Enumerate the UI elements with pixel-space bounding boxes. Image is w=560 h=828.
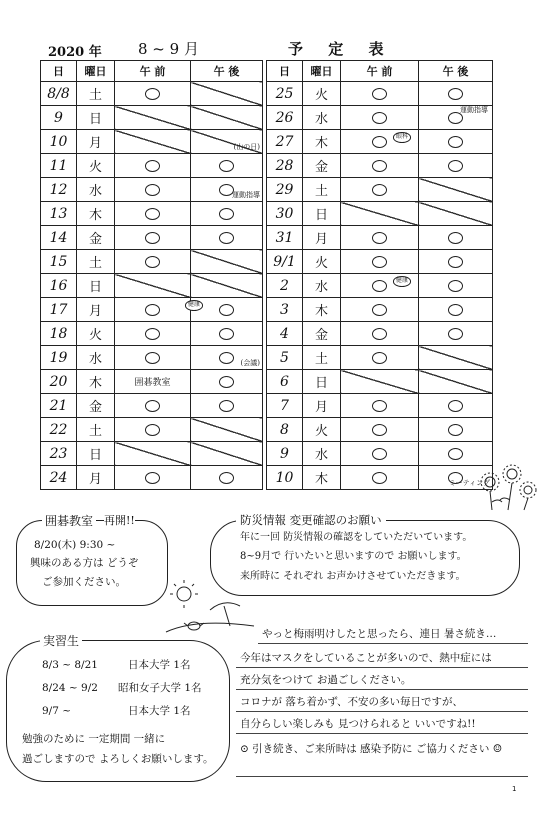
pm-cell: [419, 370, 493, 394]
table-row: [267, 394, 493, 418]
available-circle-icon: [372, 112, 387, 124]
weekday-cell: 日: [303, 370, 341, 394]
available-circle-icon: [372, 184, 387, 196]
table-header-row: [41, 61, 263, 82]
available-circle-icon: [219, 472, 234, 484]
am-cell: [341, 202, 419, 226]
available-circle-icon: [145, 160, 160, 172]
weekday-cell: 木: [303, 466, 341, 490]
table-row: [41, 298, 263, 322]
am-cell: [341, 418, 419, 442]
pm-cell: [191, 274, 263, 298]
table-row: [267, 178, 493, 202]
available-circle-icon: [145, 232, 160, 244]
pm-stamp: 健康: [185, 300, 203, 311]
table-row: [41, 394, 263, 418]
go-class-line: ご参加ください。: [42, 576, 126, 588]
message-line: コロナが 落ち着かず、不安の多い毎日ですが、: [240, 696, 463, 708]
am-cell: [341, 466, 419, 490]
header-weekday: 曜日: [77, 61, 115, 82]
weekday-cell: 火: [303, 250, 341, 274]
message-line: 今年はマスクをしていることが多いので、熱中症には: [240, 652, 492, 664]
available-circle-icon: [372, 424, 387, 436]
available-circle-icon: [145, 472, 160, 484]
pm-cell: [191, 82, 263, 106]
date-cell: 30: [267, 202, 303, 226]
weekday-cell: 金: [77, 226, 115, 250]
disaster-title: 防災情報 変更確認のお願い: [236, 512, 386, 528]
pm-note: 運動指導: [460, 106, 488, 114]
am-cell: [115, 154, 191, 178]
pm-note: (山の日): [233, 143, 260, 151]
pm-cell: [191, 322, 263, 346]
table-row: [267, 298, 493, 322]
date-cell: 8/8: [41, 82, 77, 106]
date-cell: 7: [267, 394, 303, 418]
pm-cell: [191, 346, 263, 370]
date-cell: 12: [41, 178, 77, 202]
date-cell: 2: [267, 274, 303, 298]
weekday-cell: 土: [77, 82, 115, 106]
date-cell: 19: [41, 346, 77, 370]
am-cell: [115, 250, 191, 274]
header: [40, 38, 520, 60]
pm-cell: [191, 466, 263, 490]
date-cell: 10: [41, 130, 77, 154]
pm-cell: [419, 250, 493, 274]
am-cell: [341, 82, 419, 106]
weekday-cell: 水: [77, 178, 115, 202]
am-stamp: 眼科: [393, 132, 411, 143]
table-row: [267, 322, 493, 346]
table-row: [41, 226, 263, 250]
table-row: [267, 82, 493, 106]
am-cell: [115, 178, 191, 202]
available-circle-icon: [372, 88, 387, 100]
available-circle-icon: [372, 232, 387, 244]
available-circle-icon: [372, 352, 387, 364]
date-cell: 9: [41, 106, 77, 130]
message-line: 自分らしい楽しみも 見つけられると いいですね!!: [240, 718, 476, 730]
date-cell: 15: [41, 250, 77, 274]
pm-note: (会議): [240, 359, 260, 367]
header-weekday: 曜日: [303, 61, 341, 82]
am-cell: [341, 250, 419, 274]
date-cell: 23: [41, 442, 77, 466]
table-row: [267, 442, 493, 466]
weekday-cell: 土: [77, 418, 115, 442]
pm-cell: [191, 442, 263, 466]
date-cell: 13: [41, 202, 77, 226]
table-row: [267, 154, 493, 178]
page-number: 1: [512, 785, 517, 793]
ruled-line: [236, 776, 528, 777]
am-cell: [341, 442, 419, 466]
available-circle-icon: [448, 424, 463, 436]
available-circle-icon: [219, 160, 234, 172]
pm-cell: [191, 394, 263, 418]
available-circle-icon: [219, 208, 234, 220]
table-row: [267, 370, 493, 394]
am-cell: [341, 226, 419, 250]
ruled-line: [236, 711, 528, 712]
available-circle-icon: [145, 256, 160, 268]
weekday-cell: 火: [77, 154, 115, 178]
table-row: [267, 202, 493, 226]
am-cell: [115, 82, 191, 106]
pm-cell: [191, 226, 263, 250]
go-class-line: 8/20(木) 9:30 ~: [34, 539, 116, 551]
available-circle-icon: [219, 376, 234, 388]
weekday-cell: 土: [303, 346, 341, 370]
table-row: [41, 178, 263, 202]
weekday-cell: 日: [77, 274, 115, 298]
am-cell: [341, 130, 419, 154]
pm-cell: [419, 154, 493, 178]
weekday-cell: 月: [303, 226, 341, 250]
weekday-cell: 火: [303, 418, 341, 442]
available-circle-icon: [448, 304, 463, 316]
weekday-cell: 金: [303, 154, 341, 178]
weekday-cell: 月: [77, 298, 115, 322]
available-circle-icon: [219, 352, 234, 364]
available-circle-icon: [372, 400, 387, 412]
weekday-cell: 木: [77, 370, 115, 394]
header-pm: 午 後: [419, 61, 493, 82]
date-cell: 18: [41, 322, 77, 346]
weekday-cell: 水: [303, 442, 341, 466]
table-row: [267, 346, 493, 370]
trainee-period: 9/7 ~: [42, 705, 72, 717]
pm-cell: [191, 178, 263, 202]
weekday-cell: 水: [303, 106, 341, 130]
available-circle-icon: [448, 448, 463, 460]
date-cell: 27: [267, 130, 303, 154]
am-cell: [115, 346, 191, 370]
pm-cell: [419, 178, 493, 202]
message-ps-text: 引き続き、ご来所時は 感染予防に ご協力ください: [252, 743, 490, 755]
available-circle-icon: [219, 304, 234, 316]
am-cell: [341, 394, 419, 418]
pm-cell: [188, 298, 263, 322]
table-row: [267, 274, 493, 298]
pm-cell: [191, 370, 263, 394]
weekday-cell: 月: [77, 130, 115, 154]
am-cell: [115, 106, 191, 130]
available-circle-icon: [145, 304, 160, 316]
weekday-cell: 水: [77, 346, 115, 370]
table-row: [267, 106, 493, 130]
available-circle-icon: [372, 304, 387, 316]
schedule-table-left: [40, 60, 263, 490]
am-cell: [341, 322, 419, 346]
date-cell: 31: [267, 226, 303, 250]
flower-icon: [476, 462, 546, 512]
weekday-cell: 木: [303, 130, 341, 154]
table-row: [41, 154, 263, 178]
am-cell: [115, 322, 191, 346]
table-row: [267, 226, 493, 250]
am-cell: [341, 178, 419, 202]
available-circle-icon: [145, 208, 160, 220]
table-row: [41, 442, 263, 466]
weekday-cell: 金: [303, 322, 341, 346]
am-cell: [341, 346, 419, 370]
pm-cell: [419, 130, 493, 154]
am-cell: [115, 298, 191, 322]
ruled-line: [236, 667, 528, 668]
am-cell: [115, 418, 191, 442]
trainee-period: 8/24 ~ 9/2: [42, 682, 98, 694]
pm-cell: [419, 202, 493, 226]
weekday-cell: 火: [77, 322, 115, 346]
pm-cell: [419, 298, 493, 322]
beach-icon: [164, 580, 256, 640]
date-cell: 10: [267, 466, 303, 490]
available-circle-icon: [219, 232, 234, 244]
available-circle-icon: [372, 256, 387, 268]
available-circle-icon: [372, 160, 387, 172]
available-circle-icon: [372, 472, 387, 484]
date-cell: 20: [41, 370, 77, 394]
date-cell: 22: [41, 418, 77, 442]
am-cell: [341, 106, 419, 130]
pm-note: ミーティング: [448, 479, 490, 487]
pm-cell: [191, 202, 263, 226]
available-circle-icon: [372, 448, 387, 460]
available-circle-icon: [219, 328, 234, 340]
available-circle-icon: [145, 328, 160, 340]
pm-cell: [419, 394, 493, 418]
trainee-school: 昭和女子大学 1名: [118, 682, 202, 694]
date-cell: 6: [267, 370, 303, 394]
available-circle-icon: [448, 400, 463, 412]
weekday-cell: 金: [77, 394, 115, 418]
weekday-cell: 月: [303, 394, 341, 418]
table-header-row: [267, 61, 493, 82]
weekday-cell: 木: [77, 202, 115, 226]
pm-cell: [191, 130, 263, 154]
go-class-title: 囲碁教室: [42, 512, 96, 529]
am-cell: [115, 130, 191, 154]
table-row: [267, 130, 493, 154]
table-row: [41, 250, 263, 274]
am-cell: [115, 370, 191, 394]
header-date: 日: [267, 61, 303, 82]
weekday-cell: 日: [77, 442, 115, 466]
available-circle-icon: [372, 328, 387, 340]
weekday-cell: 火: [303, 82, 341, 106]
weekday-cell: 日: [303, 202, 341, 226]
weekday-cell: 水: [303, 274, 341, 298]
pm-cell: [419, 346, 493, 370]
go-class-line: 興味のある方は どうぞ: [30, 557, 139, 569]
ruled-line: [236, 733, 528, 734]
table-row: [41, 106, 263, 130]
disaster-line: 来所時に それぞれ お声かけさせていただきます。: [240, 571, 466, 582]
am-cell: [115, 442, 191, 466]
trainee-school: 日本大学 1名: [128, 705, 191, 717]
am-text: 囲碁教室: [134, 378, 171, 388]
date-cell: 21: [41, 394, 77, 418]
table-row: [41, 418, 263, 442]
available-circle-icon: [145, 184, 160, 196]
table-row: [41, 202, 263, 226]
weekday-cell: 土: [303, 178, 341, 202]
available-circle-icon: [448, 88, 463, 100]
table-row: [41, 130, 263, 154]
header-date: 日: [41, 61, 77, 82]
ruled-line: [258, 643, 528, 644]
table-row: [41, 370, 263, 394]
available-circle-icon: [448, 256, 463, 268]
date-cell: 9: [267, 442, 303, 466]
disaster-line: 8~9月で 行いたいと思いますので お願いします。: [240, 551, 467, 562]
message-line: 充分気をつけて お過ごしください。: [240, 674, 412, 686]
available-circle-icon: [145, 88, 160, 100]
am-cell: [115, 274, 191, 298]
am-cell: [115, 202, 191, 226]
date-cell: 26: [267, 106, 303, 130]
am-cell: [341, 298, 419, 322]
weekday-cell: 日: [77, 106, 115, 130]
pm-cell: [419, 274, 493, 298]
available-circle-icon: [372, 136, 387, 148]
am-cell: [115, 226, 191, 250]
date-cell: 4: [267, 322, 303, 346]
pm-cell: [419, 418, 493, 442]
pm-cell: [419, 106, 493, 130]
available-circle-icon: [448, 160, 463, 172]
date-cell: 24: [41, 466, 77, 490]
schedule-table-right: [266, 60, 493, 490]
date-cell: 17: [41, 298, 77, 322]
trainee-school: 日本大学 1名: [128, 659, 191, 671]
header-am: 午 前: [341, 61, 419, 82]
disaster-line: 年に一回 防災情報の確認をしていただいています。: [240, 532, 473, 543]
pm-cell: [191, 250, 263, 274]
page-title: 予 定 表: [288, 40, 394, 58]
pm-cell: [419, 82, 493, 106]
available-circle-icon: [219, 400, 234, 412]
date-cell: 8: [267, 418, 303, 442]
weekday-cell: 木: [303, 298, 341, 322]
available-circle-icon: [448, 232, 463, 244]
months-label: 8 ~ 9 月: [138, 40, 199, 58]
date-cell: 25: [267, 82, 303, 106]
available-circle-icon: [448, 328, 463, 340]
am-cell: [341, 274, 419, 298]
available-circle-icon: [145, 424, 160, 436]
table-row: [41, 346, 263, 370]
available-circle-icon: [145, 352, 160, 364]
available-circle-icon: [372, 280, 387, 292]
go-class-subtitle: 再開!!: [104, 514, 135, 527]
ruled-line: [236, 689, 528, 690]
available-circle-icon: [448, 136, 463, 148]
weekday-cell: 土: [77, 250, 115, 274]
trainee-note: 過ごしますので よろしくお願いします。: [22, 753, 214, 765]
date-cell: 5: [267, 346, 303, 370]
pm-cell: [191, 106, 263, 130]
date-cell: 28: [267, 154, 303, 178]
available-circle-icon: [448, 280, 463, 292]
am-cell: [115, 394, 191, 418]
table-row: [41, 82, 263, 106]
header-am: 午 前: [115, 61, 191, 82]
date-cell: 9/1: [267, 250, 303, 274]
header-pm: 午 後: [191, 61, 263, 82]
am-cell: [341, 370, 419, 394]
date-cell: 11: [41, 154, 77, 178]
pm-note: 運動指導: [232, 191, 260, 199]
date-cell: 29: [267, 178, 303, 202]
message-line: やっと梅雨明けしたと思ったら、連日 暑さ続き…: [262, 628, 497, 640]
trainee-note: 勉強のために 一定期間 一緒に: [22, 733, 166, 745]
trainee-period: 8/3 ~ 8/21: [42, 659, 98, 671]
pm-cell: [191, 418, 263, 442]
am-cell: [341, 154, 419, 178]
year-label: 2020 年: [48, 45, 102, 60]
table-row: [267, 250, 493, 274]
date-cell: 14: [41, 226, 77, 250]
available-circle-icon: [145, 400, 160, 412]
table-row: [41, 274, 263, 298]
weekday-cell: 月: [77, 466, 115, 490]
date-cell: 16: [41, 274, 77, 298]
message-ps: ⊙ 引き続き、ご来所時は 感染予防に ご協力ください ☺: [240, 743, 503, 755]
trainee-title: 実習生: [40, 632, 82, 649]
pm-cell: [419, 322, 493, 346]
am-cell: [115, 466, 191, 490]
pm-cell: [191, 154, 263, 178]
table-row: [267, 418, 493, 442]
table-row: [41, 322, 263, 346]
pm-cell: [419, 226, 493, 250]
table-row: [41, 466, 263, 490]
date-cell: 3: [267, 298, 303, 322]
am-stamp: 健康: [393, 276, 411, 287]
table-row: [267, 466, 493, 490]
